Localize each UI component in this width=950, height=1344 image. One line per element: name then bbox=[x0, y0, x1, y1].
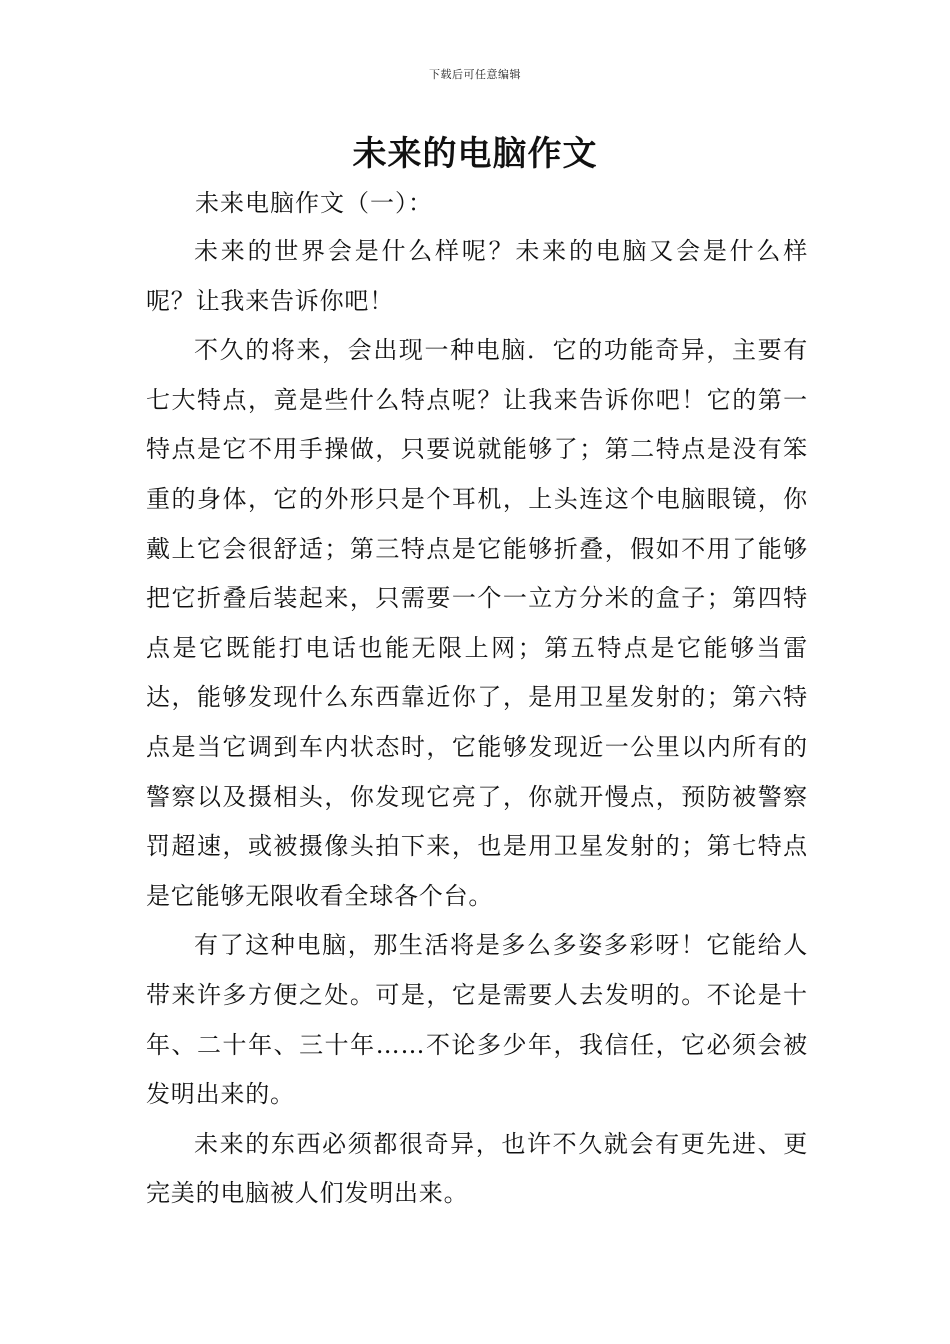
document-title: 未来的电脑作文 bbox=[352, 134, 598, 174]
paragraph-4: 未来的东西必须都很奇异，也许不久就会有更先进、更完美的电脑被人们发明出来。 bbox=[146, 1129, 808, 1208]
section-subtitle: 未来电脑作文（一）： bbox=[195, 189, 433, 217]
paragraph-1: 未来的世界会是什么样呢？未来的电脑又会是什么样呢？让我来告诉你吧！ bbox=[146, 237, 808, 315]
paragraph-2: 不久的将来，会出现一种电脑．它的功能奇异，主要有七大特点，竟是些什么特点呢？让我来告诉你吧！它的第一特点是它不用手操做，只要说就能够了；第二特点是没有笨重的身体，它的外形只是个耳机，上头连这个电脑眼镜，你戴上它会很舒适；第三特点是它能够折叠，假如不用了能够把它折叠后装起来，只需要一个一立方分米的盒子；第四特点是它既能打电话也能无限上网；第五特点是它能够当雷达，能够发现什么东西靠近你了，是用卫星发射的；第六特点是当它调到车内状态时，它能够发现近一公里以内所有的警察以及摄相头，你发现它亮了，你就开慢点，预防被警察罚超速，或被摄像头拍下来，也是用卫星发射的；第七特点是它能够无限收看全球各个台。 bbox=[146, 336, 808, 910]
header-note: 下载后可任意编辑 bbox=[429, 68, 521, 81]
essay-body bbox=[146, 227, 808, 1219]
paragraph-3: 有了这种电脑，那生活将是多么多姿多彩呀！它能给人带来许多方便之处。可是，它是需要人去发明的。不论是十年、二十年、三十年……不论多少年，我信任，它必须会被发明出来的。 bbox=[146, 931, 808, 1109]
